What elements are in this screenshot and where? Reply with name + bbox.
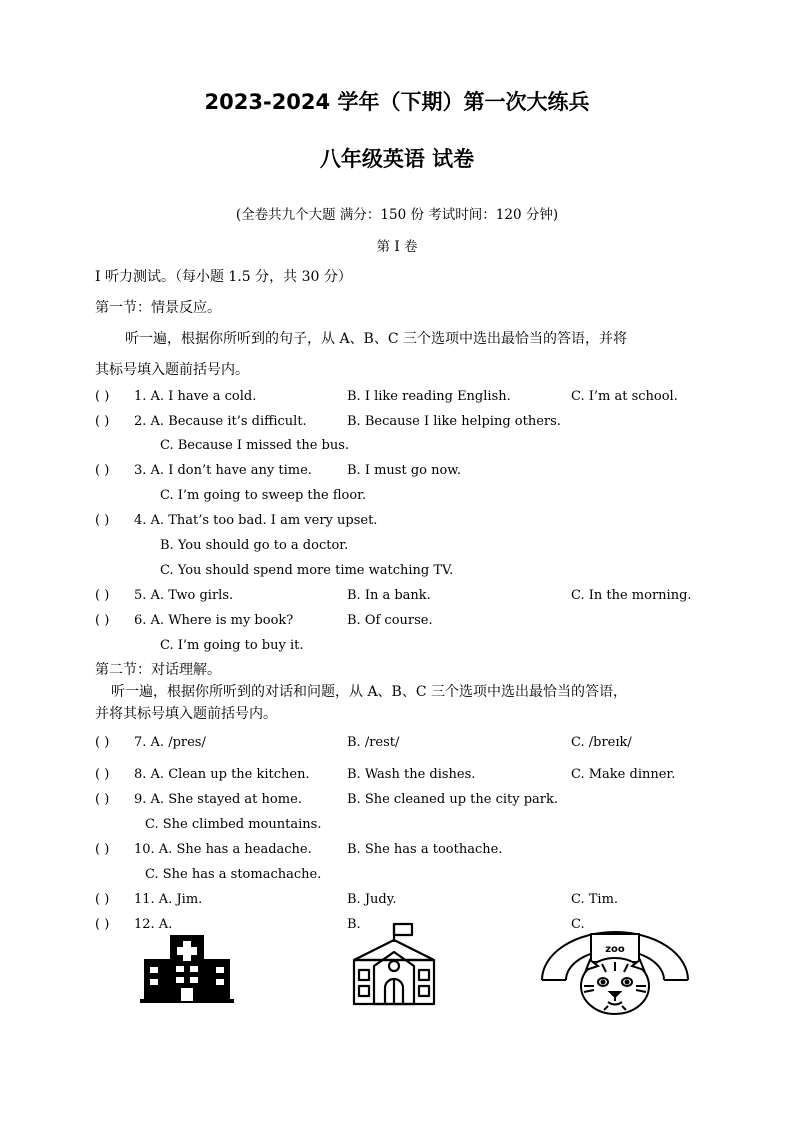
exam-info: (全卷共九个大题 满分：150 份 考试时间：120 分钟) [235, 207, 559, 223]
section1-title: 第一节：情景反应。 [95, 300, 221, 316]
answer-bracket[interactable]: ( ) [95, 389, 110, 404]
school-icon [350, 922, 438, 1006]
q5-option-a: 5. A. Two girls. [134, 588, 234, 603]
q4-option-c: C. You should spend more time watching TV. [160, 563, 454, 578]
section1-instruction-line2: 其标号填入题前括号内。 [95, 362, 249, 378]
q12-option-c: C. [571, 917, 585, 932]
q2-option-c: C. Because I missed the bus. [160, 438, 350, 453]
q4-option-a: 4. A. That’s too bad. I am very upset. [134, 513, 378, 528]
zoo-sign-text: zoo [605, 944, 625, 955]
answer-bracket[interactable]: ( ) [95, 414, 110, 429]
q12-option-a: 12. A. [134, 917, 173, 932]
q5-option-b: B. In a bank. [347, 588, 431, 603]
q9-option-a: 9. A. She stayed at home. [134, 792, 302, 807]
q6-option-b: B. Of course. [347, 613, 433, 628]
q8-option-c: C. Make dinner. [571, 767, 676, 782]
q10-option-c: C. She has a stomachache. [145, 867, 322, 882]
answer-bracket[interactable]: ( ) [95, 842, 110, 857]
section1-instruction-line1: 听一遍，根据你所听到的句子，从 A、B、C 三个选项中选出最恰当的答语，并将 [125, 331, 628, 347]
q2-option-a: 2. A. Because it’s difficult. [134, 414, 307, 429]
q10-option-a: 10. A. She has a headache. [134, 842, 312, 857]
section2-instruction-line2: 并将其标号填入题前括号内。 [95, 706, 277, 722]
zoo-icon [540, 930, 690, 1018]
q8-option-a: 8. A. Clean up the kitchen. [134, 767, 310, 782]
q9-option-b: B. She cleaned up the city park. [347, 792, 559, 807]
answer-bracket[interactable]: ( ) [95, 892, 110, 907]
q6-option-a: 6. A. Where is my book? [134, 613, 294, 628]
answer-bracket[interactable]: ( ) [95, 613, 110, 628]
volume-label: 第 I 卷 [376, 239, 418, 255]
answer-bracket[interactable]: ( ) [95, 735, 110, 750]
q12-option-b: B. [347, 917, 361, 932]
exam-subtitle: 八年级英语 试卷 [319, 147, 475, 171]
q7-option-a: 7. A. /pres/ [134, 735, 206, 750]
q11-option-b: B. Judy. [347, 892, 397, 907]
part1-heading: I 听力测试。（每小题 1.5 分，共 30 分） [95, 269, 352, 285]
answer-bracket[interactable]: ( ) [95, 463, 110, 478]
q7-option-b: B. /rest/ [347, 735, 400, 750]
q7-option-c: C. /breɪk/ [571, 735, 632, 750]
q2-option-b: B. Because I like helping others. [347, 414, 561, 429]
q4-option-b: B. You should go to a doctor. [160, 538, 349, 553]
answer-bracket[interactable]: ( ) [95, 513, 110, 528]
section2-instruction-line1: 听一遍，根据你所听到的对话和问题，从 A、B、C 三个选项中选出最恰当的答语， [111, 684, 628, 700]
q9-option-c: C. She climbed mountains. [145, 817, 322, 832]
answer-bracket[interactable]: ( ) [95, 767, 110, 782]
q1-option-c: C. I’m at school. [571, 389, 678, 404]
q6-option-c: C. I’m going to buy it. [160, 638, 304, 653]
answer-bracket[interactable]: ( ) [95, 588, 110, 603]
q3-option-c: C. I’m going to sweep the floor. [160, 488, 367, 503]
answer-bracket[interactable]: ( ) [95, 792, 110, 807]
q1-option-a: 1. A. I have a cold. [134, 389, 257, 404]
q11-option-c: C. Tim. [571, 892, 619, 907]
q1-option-b: B. I like reading English. [347, 389, 511, 404]
q5-option-c: C. In the morning. [571, 588, 692, 603]
section2-title: 第二节：对话理解。 [95, 662, 221, 678]
q3-option-b: B. I must go now. [347, 463, 462, 478]
exam-title: 2023-2024 学年（下期）第一次大练兵 [204, 90, 590, 114]
hospital-icon [138, 933, 236, 1003]
q11-option-a: 11. A. Jim. [134, 892, 203, 907]
q3-option-a: 3. A. I don’t have any time. [134, 463, 312, 478]
answer-bracket[interactable]: ( ) [95, 917, 110, 932]
q10-option-b: B. She has a toothache. [347, 842, 503, 857]
q8-option-b: B. Wash the dishes. [347, 767, 476, 782]
